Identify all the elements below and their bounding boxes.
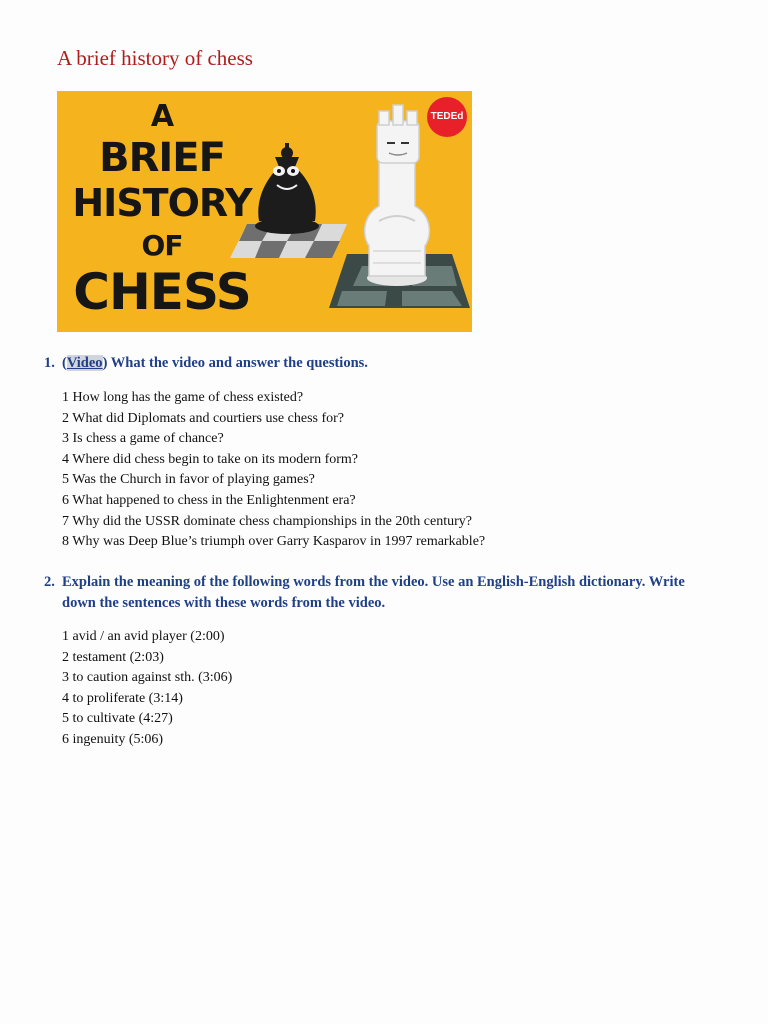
section-1-number: 1. [44, 355, 55, 371]
list-item: 1 How long has the game of chess existed? [62, 390, 304, 405]
list-item: 6 What happened to chess in the Enlightenment era? [62, 492, 356, 508]
vocabulary-list [62, 627, 232, 751]
list-item: 7 Why did the USSR dominate chess championships in the 20th century? [62, 513, 472, 529]
section-1-instruction: ) What the video and answer the questions. [102, 355, 368, 371]
white-rook-icon [365, 105, 430, 286]
document-title: A brief history of chess [57, 46, 253, 70]
section-2-heading-line-1: Explain the meaning of the following words from the video. Use an English-English dictionary. Write [62, 574, 685, 590]
list-item: 6 ingenuity (5:06) [62, 731, 164, 747]
list-item: 5 to cultivate (4:27) [62, 711, 173, 727]
thumbnail-line-of: OF [141, 229, 183, 262]
list-item: 4 Where did chess begin to take on its modern form? [62, 451, 358, 467]
thumbnail-line-a: A [150, 99, 174, 134]
list-item: 5 Was the Church in favor of playing games? [62, 472, 315, 488]
thumbnail-line-chess: CHESS [73, 263, 251, 321]
thumbnail-line-brief: BRIEF [99, 135, 225, 181]
open-paren: ( [62, 355, 67, 371]
list-item: 3 Is chess a game of chance? [62, 431, 224, 447]
section-2-number: 2. [44, 574, 55, 590]
list-item: 3 to caution against sth. (3:06) [62, 670, 233, 686]
teded-logo-icon: TEDEd [427, 97, 467, 137]
list-item: 2 What did Diplomats and courtiers use chess for? [62, 410, 345, 426]
question-list [62, 388, 485, 553]
video-link[interactable]: Video [66, 355, 103, 371]
list-item: 4 to proliferate (3:14) [62, 690, 183, 706]
video-thumbnail[interactable] [57, 91, 472, 332]
list-item: 2 testament (2:03) [62, 649, 164, 665]
list-item: 8 Why was Deep Blue’s triumph over Garry Kasparov in 1997 remarkable? [62, 534, 486, 550]
list-item: 1 avid / an avid player (2:00) [62, 629, 225, 644]
section-2-heading-line-2: down the sentences with these words from the video. [62, 595, 386, 611]
thumbnail-line-history: HISTORY [72, 181, 252, 225]
